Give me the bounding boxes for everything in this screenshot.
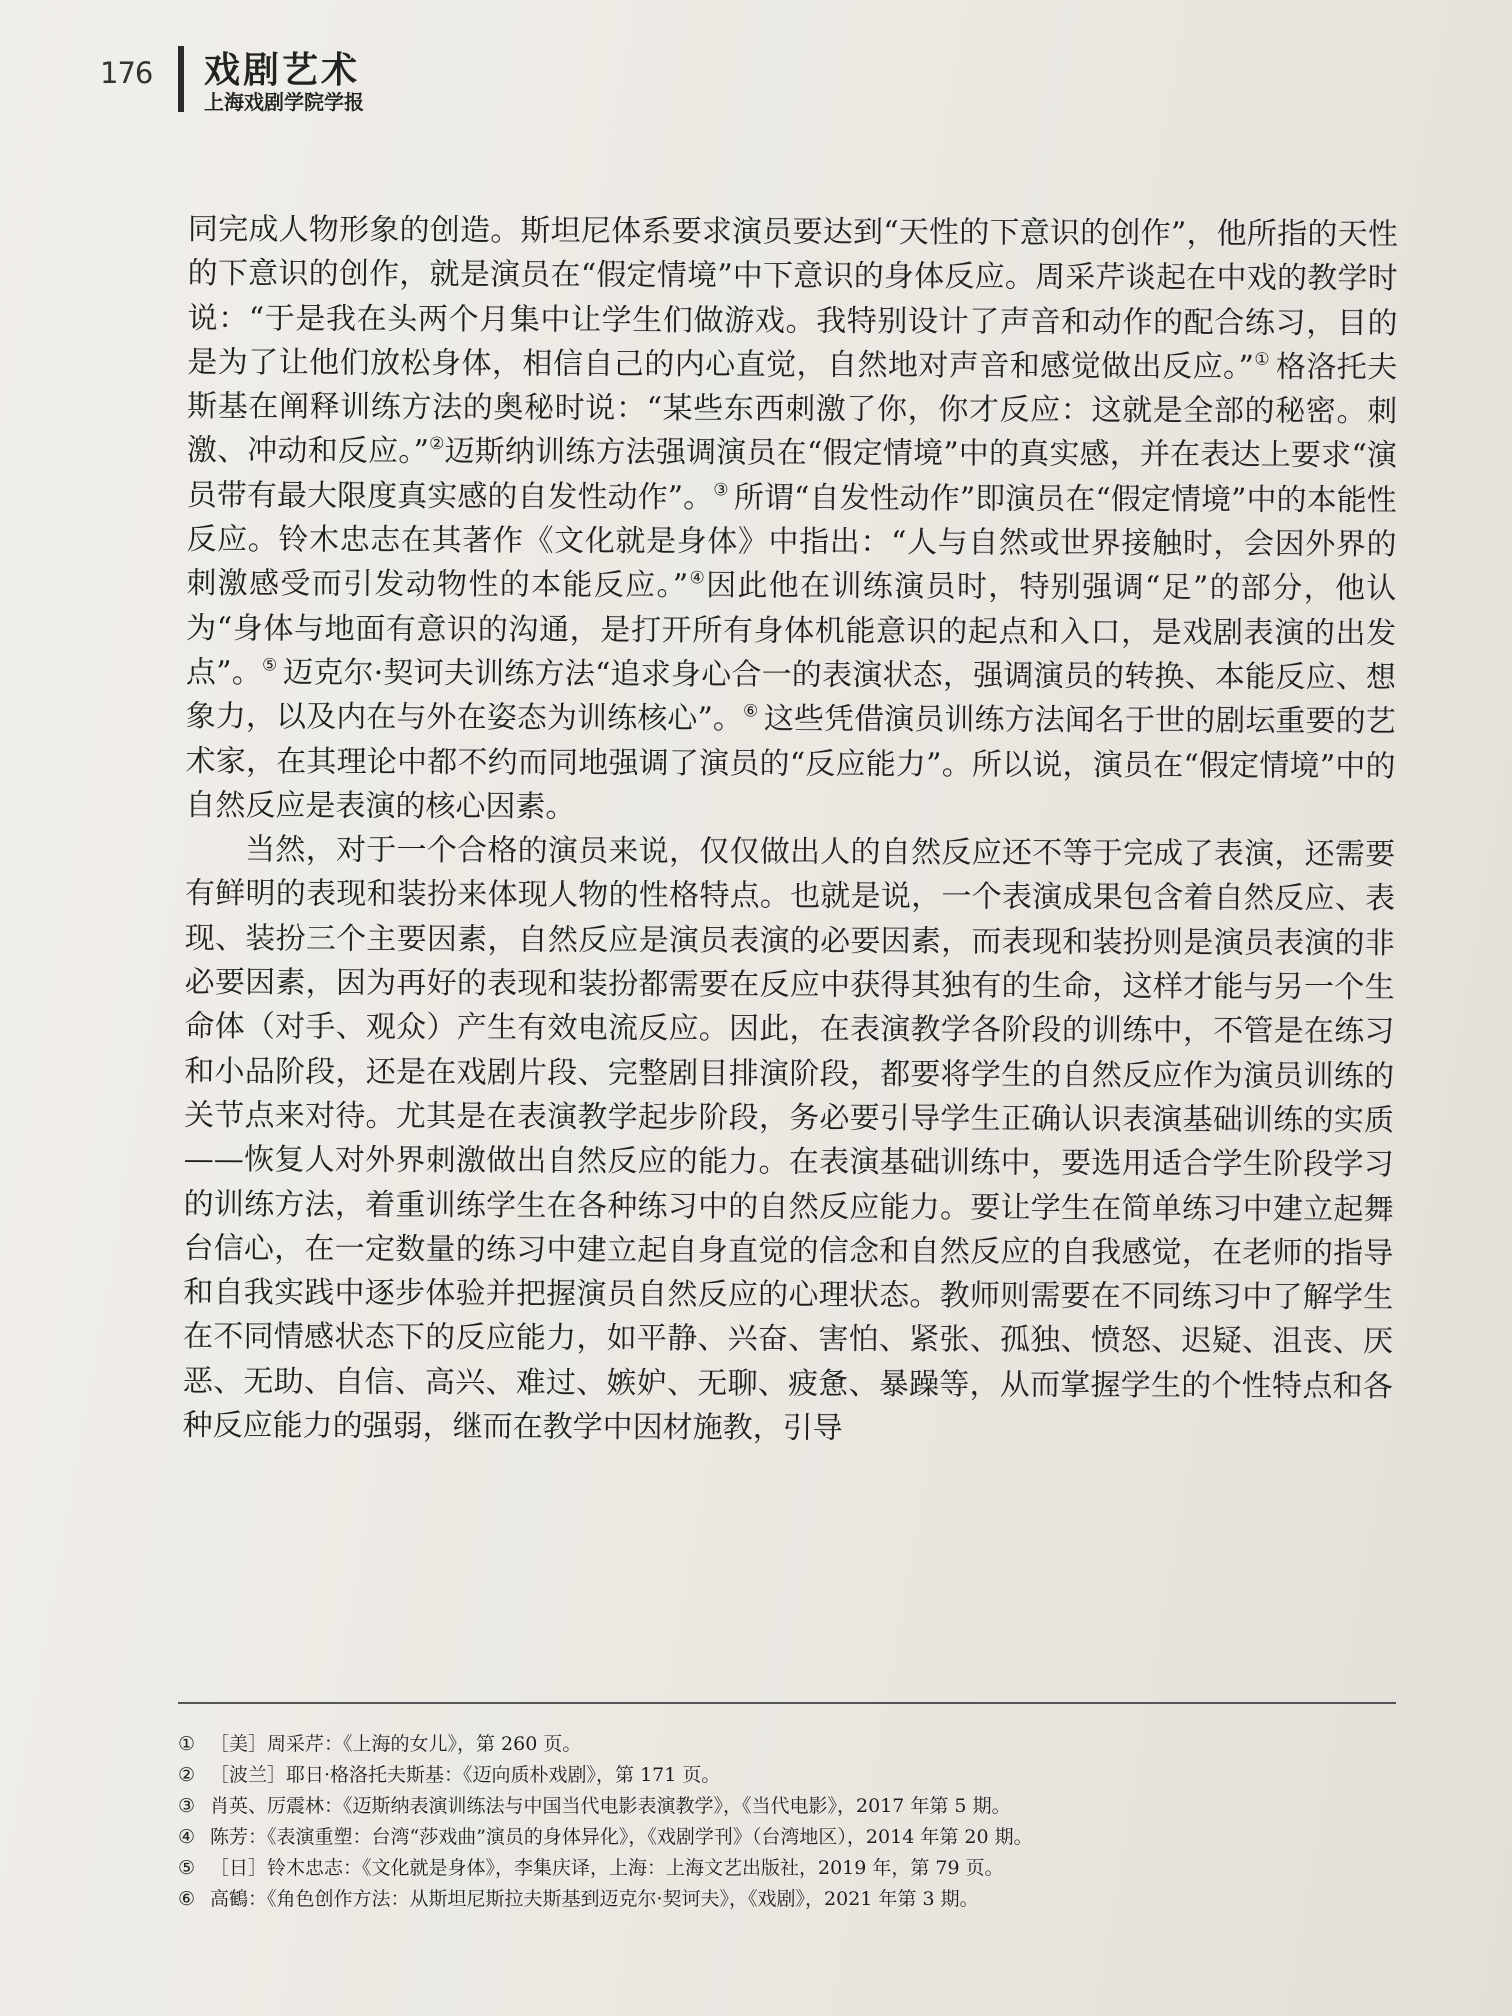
journal-subtitle: 上海戏剧学院学报 — [204, 90, 364, 114]
text-segment: 所谓“自发性动作”即演员在“假定情境”中的本能性反应。铃木忠志在其著作《文化就是身体》中指出：“人与自然或世界接触时，会因外界的刺激感受而引发动物性的本能反应。” — [186, 480, 1397, 604]
paragraph-2: 当然，对于一个合格的演员来说，仅仅做出人的自然反应还不等于完成了表演，还需要有鲜明的表现和装扮来体现人物的性格特点。也就是说，一个表演成果包含着自然反应、表现、装扮三个主要因素，自然反应是演员表演的必要因素，而表现和装扮则是演员表演的非必要因素，因为再好的表现和装扮都需要在反应中获得其独有的生命，这样才能与另一个生命体（对手、观众）产生有效电流反应。因此，在表演教学各阶段的训练中，不管是在练习和小品阶段，还是在戏剧片段、完整剧目排演阶段，都要将学生的自然反应作为演员训练的关节点来对待。尤其是在表演教学起步阶段，务必要引导学生正确认识表演基础训练的实质——恢复人对外界刺激做出自然反应的能力。在表演基础训练中，要选用适合学生阶段学习的训练方法，着重训练学生在各种练习中的自然反应能力。要让学生在简单练习中建立起舞台信心，在一定数量的练习中建立起自身直觉的信念和自然反应的自我感觉，在老师的指导和自我实践中逐步体验并把握演员自然反应的心理状态。教师则需要在不同练习中了解学生在不同情感状态下的反应能力，如平静、兴奋、害怕、紧张、孤独、愤怒、迟疑、沮丧、厌恶、无助、自信、高兴、难过、嫉妒、无聊、疲惫、暴躁等，从而掌握学生的个性特点和各种反应能力的强弱，继而在教学中因材施教，引导 — [182, 832, 1396, 1446]
text-segment: 迈克尔·契诃夫训练方法“追求身心合一的表演状态，强调演员的转换、本能反应、想象力，以及内在与外在姿态为训练核心”。 — [185, 655, 1397, 737]
header-divider-bar — [178, 46, 184, 112]
footnote-text: 高鶴：《角色创作方法：从斯坦尼斯拉夫斯基到迈克尔·契诃夫》，《戏剧》，2021 年第 3 期。 — [210, 1888, 979, 1910]
page-number: 176 — [100, 56, 153, 90]
paragraph-1 — [185, 208, 1398, 833]
footnote-6 — [178, 1884, 1408, 1915]
footnote-mark: ② — [178, 1764, 196, 1786]
journal-title: 戏剧艺术 — [204, 50, 361, 91]
footnote-4 — [178, 1822, 1408, 1853]
footnote-ref-5: ⑤ — [261, 655, 284, 676]
footnote-2 — [178, 1760, 1408, 1791]
text-segment: 同完成人物形象的创造。斯坦尼体系要求演员要达到“天性的下意识的创作”，他所指的天性的下意识的创作，就是演员在“假定情境”中下意识的身体反应。周采芹谈起在中戏的教学时说：“于是我在头两个月集中让学生们做游戏。我特别设计了声音和动作的配合练习，目的是为了让他们放松身体，相信自己的内心直觉，自然地对声音和感觉做出反应。” — [187, 211, 1398, 385]
footnote-mark: ④ — [178, 1826, 196, 1848]
footnote-mark: ⑥ — [178, 1888, 196, 1910]
footnote-mark: ① — [178, 1733, 196, 1755]
footnote-text: ［波兰］耶日·格洛托夫斯基：《迈向质朴戏剧》，第 171 页。 — [210, 1764, 721, 1786]
footnote-ref-2: ② — [428, 434, 445, 455]
footnote-text: ［日］铃木忠志：《文化就是身体》，李集庆译，上海：上海文艺出版社，2019 年，第 79 页。 — [210, 1857, 1004, 1879]
footnote-text: 陈芳：《表演重塑：台湾“莎戏曲”演员的身体异化》，《戏剧学刊》（台湾地区），2014 年第 20 期。 — [210, 1826, 1033, 1848]
footnote-mark: ③ — [178, 1795, 196, 1817]
text-segment: 这些凭借演员训练方法闻名于世的剧坛重要的艺术家，在其理论中都不约而同地强调了演员的“反应能力”。所以说，演员在“假定情境”中的自然反应是表演的核心因素。 — [185, 701, 1396, 825]
footnote-ref-6: ⑥ — [742, 701, 764, 722]
text-segment: 格洛托夫斯基在阐释训练方法的奥秘时说：“某些东西刺激了你，你才反应：这就是全部的秘密。刺激、冲动和反应。” — [186, 349, 1398, 470]
footnote-ref-1: ① — [1253, 349, 1277, 370]
footnote-ref-4: ④ — [688, 568, 707, 589]
text-segment: 因此他在训练演员时，特别强调“足”的部分，他认为“身体与地面有意识的沟通，是打开所有身体机能意识的起点和入口，是戏剧表演的出发点”。 — [185, 568, 1397, 691]
footnote-ref-3: ③ — [713, 480, 735, 501]
footnote-5 — [178, 1853, 1408, 1884]
footnote-1 — [178, 1729, 1408, 1760]
footnote-text: ［美］周采芹：《上海的女儿》，第 260 页。 — [210, 1733, 582, 1755]
footnote-text: 肖英、厉震林：《迈斯纳表演训练法与中国当代电影表演教学》，《当代电影》，2017 年第 5 期。 — [210, 1795, 1011, 1817]
footnote-3 — [178, 1791, 1408, 1822]
main-text — [183, 208, 1398, 1454]
footnote-mark: ⑤ — [178, 1857, 196, 1879]
footnotes — [178, 1729, 1408, 1915]
footnote-separator — [178, 1702, 1396, 1704]
text-segment: 迈斯纳训练方法强调演员在“假定情境”中的真实感，并在表达上要求“演员带有最大限度真实感的自发性动作”。 — [186, 434, 1397, 516]
